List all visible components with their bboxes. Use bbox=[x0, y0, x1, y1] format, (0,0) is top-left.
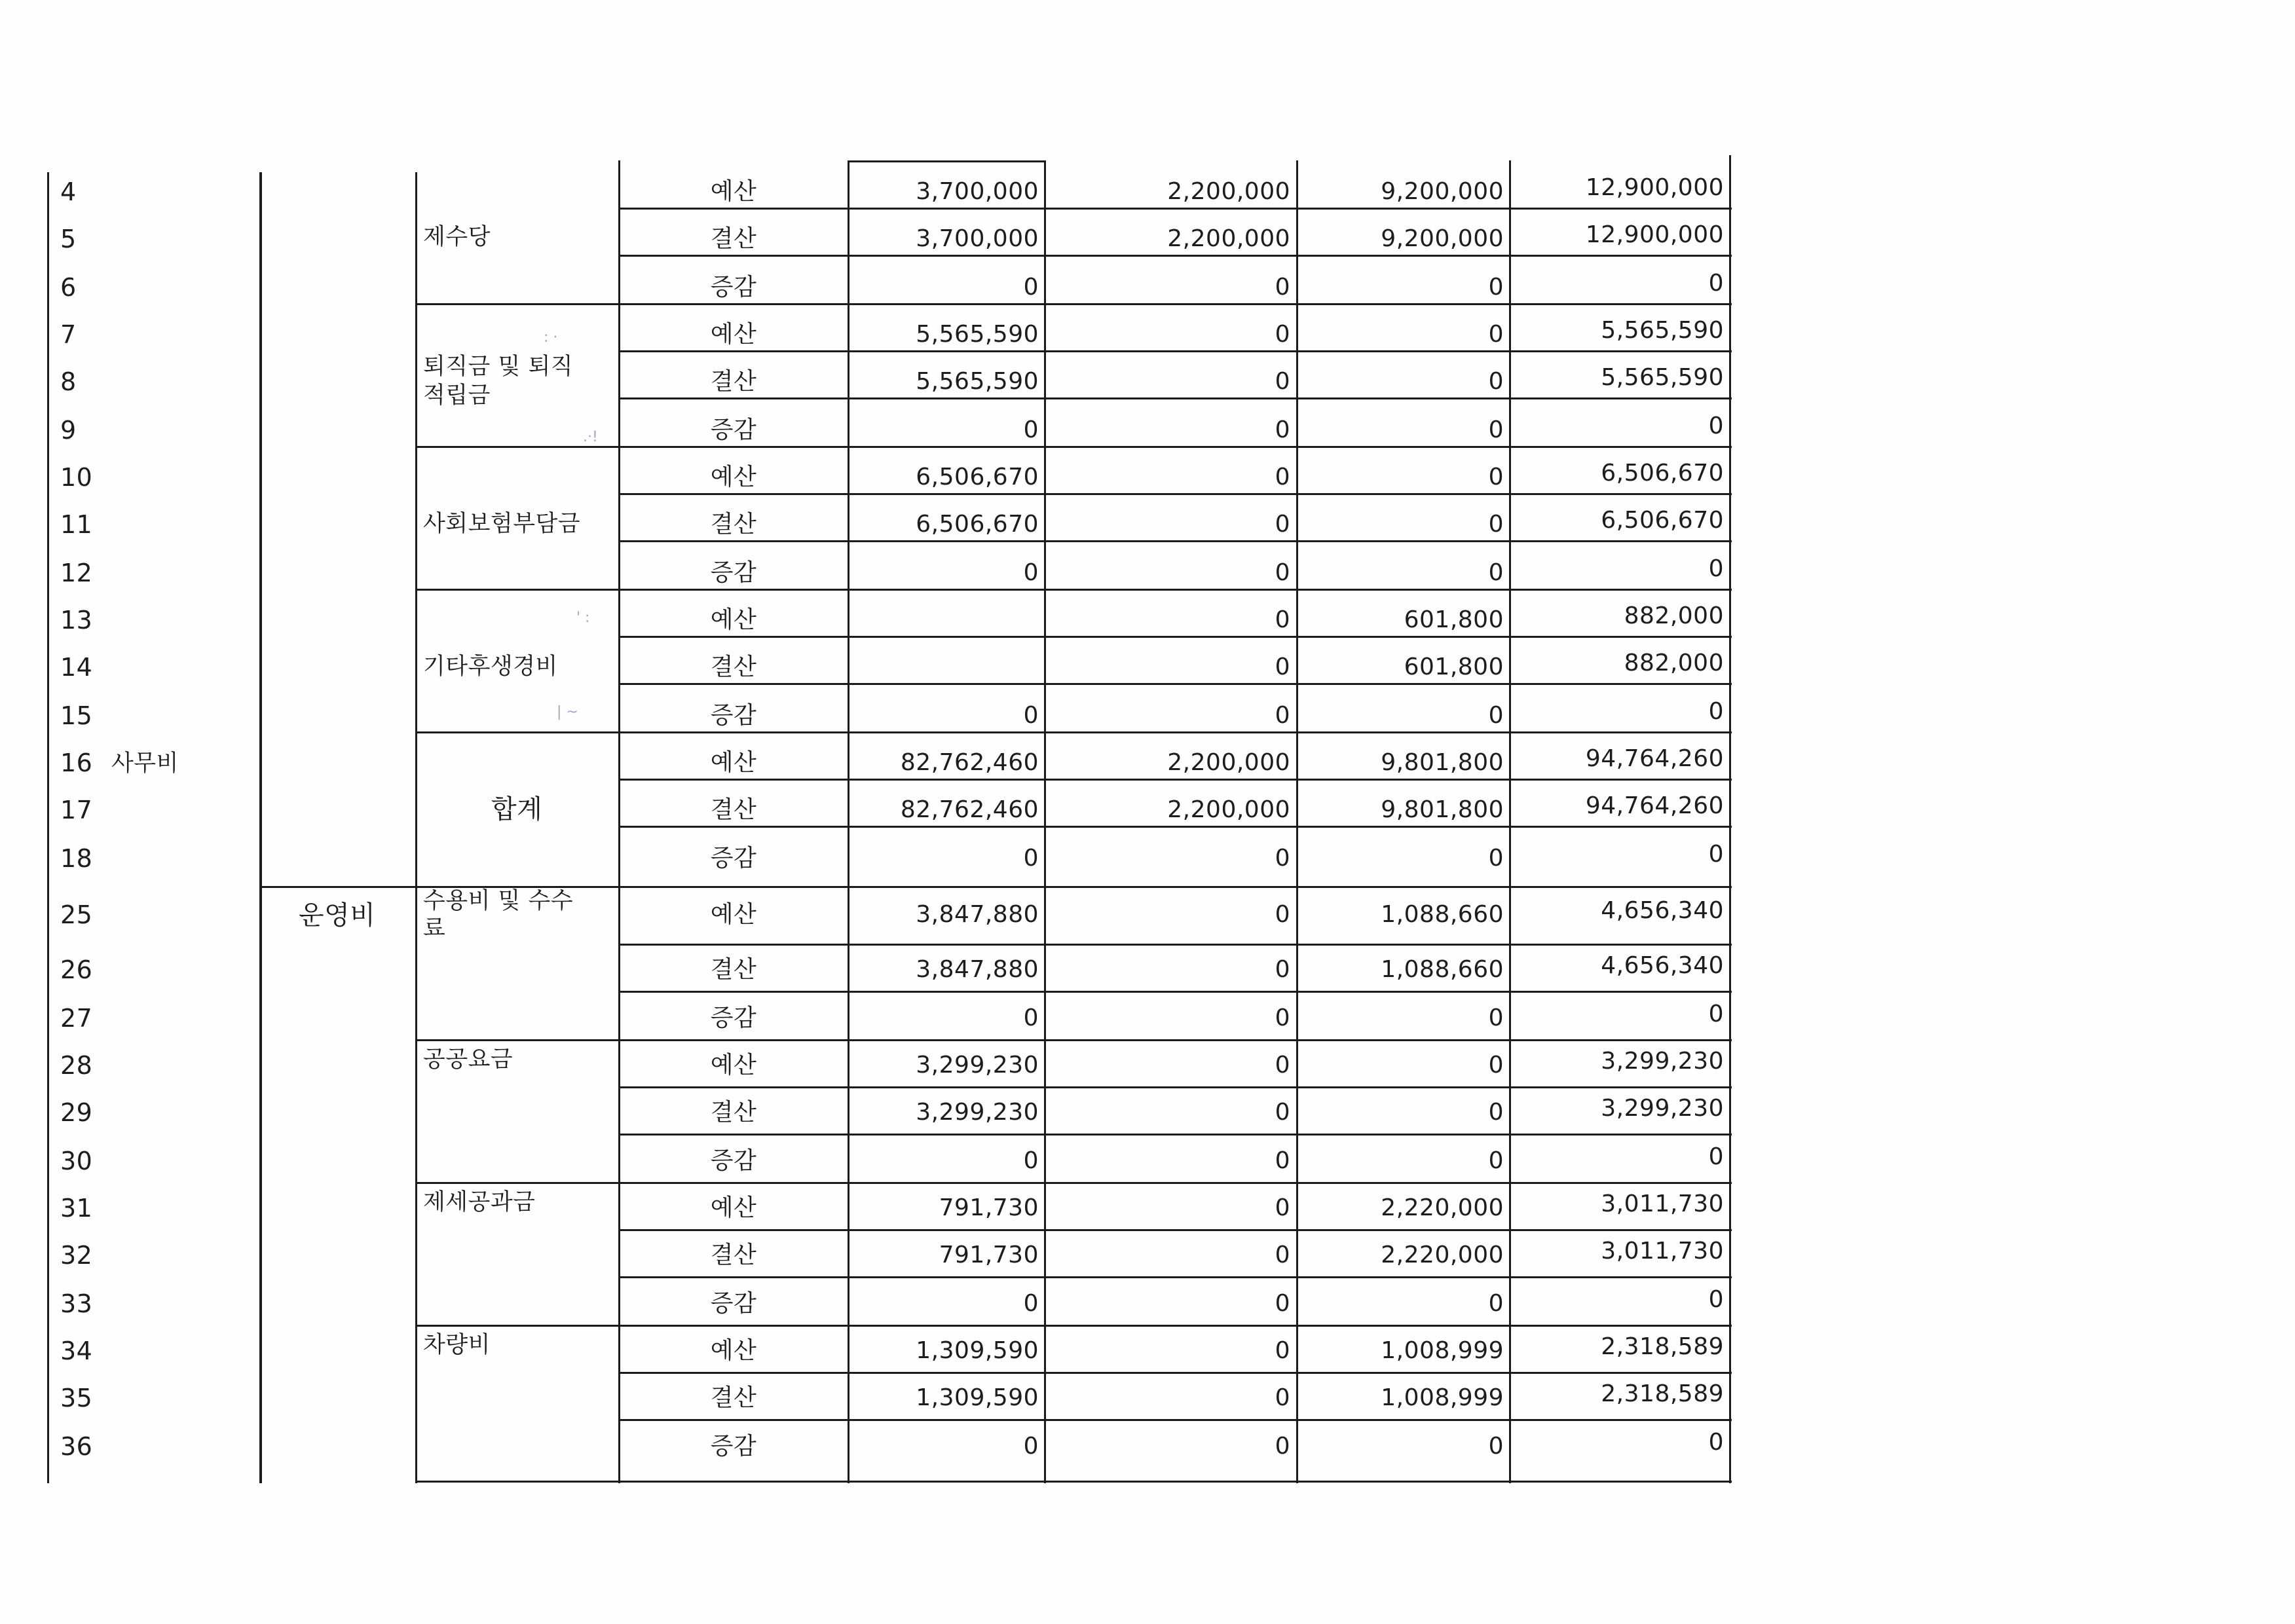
value-cell: 0 bbox=[1488, 511, 1504, 538]
row-number: 29 bbox=[60, 1098, 93, 1127]
row-type-label: 결산 bbox=[710, 368, 757, 395]
item-label: 제수당 bbox=[423, 224, 491, 250]
value-cell: 5,565,590 bbox=[916, 368, 1039, 395]
value-cell: 3,700,000 bbox=[916, 178, 1039, 205]
row-rule bbox=[618, 350, 1732, 352]
value-cell: 0 bbox=[1275, 654, 1290, 680]
row-type-label: 예산 bbox=[710, 901, 757, 928]
column-divider-subcategory bbox=[415, 886, 417, 1483]
value-cell: 3,011,730 bbox=[1601, 1238, 1724, 1264]
value-cell: 0 bbox=[1488, 1099, 1504, 1126]
row-type-label: 증감 bbox=[710, 1005, 757, 1031]
value-cell: 0 bbox=[1275, 1433, 1290, 1460]
value-cell: 12,900,000 bbox=[1585, 174, 1724, 201]
row-rule bbox=[618, 1372, 1732, 1374]
row-type-label: 예산 bbox=[710, 749, 757, 776]
value-cell: 5,565,590 bbox=[1601, 317, 1724, 344]
column-divider-col4 bbox=[1509, 160, 1511, 1483]
value-cell: 0 bbox=[1488, 1005, 1504, 1031]
value-cell: 2,200,000 bbox=[1167, 749, 1290, 776]
value-cell: 0 bbox=[1275, 1290, 1290, 1317]
value-cell: 0 bbox=[1275, 1194, 1290, 1221]
row-number: 10 bbox=[60, 463, 93, 492]
row-rule bbox=[415, 303, 1732, 305]
value-cell: 94,764,260 bbox=[1585, 745, 1724, 772]
value-cell: 0 bbox=[1488, 368, 1504, 395]
value-cell: 6,506,670 bbox=[916, 511, 1039, 538]
value-cell: 9,801,800 bbox=[1381, 749, 1504, 776]
value-cell: 601,800 bbox=[1404, 654, 1504, 680]
value-cell: 3,299,230 bbox=[1601, 1048, 1724, 1075]
value-cell: 0 bbox=[1708, 555, 1724, 582]
value-cell: 5,565,590 bbox=[1601, 364, 1724, 391]
value-cell: 0 bbox=[1023, 1433, 1039, 1460]
row-type-label: 예산 bbox=[710, 1052, 757, 1079]
value-cell: 0 bbox=[1708, 1286, 1724, 1313]
row-rule bbox=[618, 1134, 1732, 1135]
row-number: 34 bbox=[60, 1337, 93, 1365]
value-cell: 3,011,730 bbox=[1601, 1190, 1724, 1217]
scan-mark: ' : bbox=[576, 610, 590, 626]
row-type-label: 결산 bbox=[710, 654, 757, 680]
item-label: 사회보험부담금 bbox=[423, 511, 581, 537]
value-cell: 1,088,660 bbox=[1381, 956, 1504, 983]
row-number: 4 bbox=[60, 177, 77, 206]
value-cell: 3,847,880 bbox=[916, 901, 1039, 928]
column-divider-col1 bbox=[848, 160, 849, 1483]
row-rule bbox=[618, 779, 1732, 781]
value-cell: 0 bbox=[1023, 702, 1039, 729]
row-type-label: 증감 bbox=[710, 1147, 757, 1174]
item-label: 차량비 bbox=[423, 1332, 491, 1358]
value-cell: 0 bbox=[1275, 1242, 1290, 1268]
value-cell: 0 bbox=[1488, 321, 1504, 348]
value-cell: 1,008,999 bbox=[1381, 1384, 1504, 1411]
row-number: 11 bbox=[60, 510, 93, 539]
row-type-label: 결산 bbox=[710, 796, 757, 823]
row-type-label: 예산 bbox=[710, 606, 757, 633]
row-type-label: 결산 bbox=[710, 1242, 757, 1268]
value-cell: 0 bbox=[1023, 274, 1039, 301]
row-type-label: 예산 bbox=[710, 464, 757, 490]
row-type-label: 예산 bbox=[710, 321, 757, 348]
item-label-total: 합계 bbox=[491, 794, 543, 824]
value-cell: 0 bbox=[1275, 511, 1290, 538]
value-cell: 0 bbox=[1023, 1005, 1039, 1031]
row-type-label: 증감 bbox=[710, 845, 757, 872]
value-cell: 3,847,880 bbox=[916, 956, 1039, 983]
row-type-label: 결산 bbox=[710, 225, 757, 252]
row-number: 13 bbox=[60, 606, 93, 635]
row-number: 5 bbox=[60, 225, 77, 253]
item-label: 기타후생경비 bbox=[423, 654, 558, 680]
row-rule bbox=[618, 636, 1732, 638]
value-cell: 0 bbox=[1275, 559, 1290, 586]
row-type-label: 증감 bbox=[710, 416, 757, 443]
row-number: 33 bbox=[60, 1289, 93, 1318]
row-rule bbox=[618, 1229, 1732, 1231]
value-cell: 0 bbox=[1275, 1384, 1290, 1411]
value-cell: 0 bbox=[1488, 416, 1504, 443]
value-cell: 9,200,000 bbox=[1381, 225, 1504, 252]
row-type-label: 결산 bbox=[710, 1384, 757, 1411]
row-rule bbox=[618, 255, 1732, 257]
value-cell: 6,506,670 bbox=[916, 464, 1039, 490]
value-cell: 0 bbox=[1275, 901, 1290, 928]
scan-mark: .·! bbox=[583, 429, 598, 445]
value-cell: 0 bbox=[1275, 845, 1290, 872]
value-cell: 82,762,460 bbox=[900, 749, 1039, 776]
value-cell: 0 bbox=[1275, 1337, 1290, 1364]
value-cell: 2,318,589 bbox=[1601, 1333, 1724, 1360]
row-number: 12 bbox=[60, 559, 93, 587]
row-rule bbox=[618, 1276, 1732, 1278]
value-cell: 0 bbox=[1275, 702, 1290, 729]
category-label: 사무비 bbox=[111, 750, 179, 777]
row-rule bbox=[415, 1182, 1732, 1184]
row-type-label: 증감 bbox=[710, 274, 757, 301]
value-cell: 2,200,000 bbox=[1167, 225, 1290, 252]
row-rule bbox=[618, 991, 1732, 993]
value-cell: 791,730 bbox=[939, 1194, 1039, 1221]
value-cell: 2,220,000 bbox=[1381, 1242, 1504, 1268]
value-cell: 0 bbox=[1488, 1433, 1504, 1460]
value-cell: 0 bbox=[1708, 1143, 1724, 1170]
item-label: 제세공과금 bbox=[423, 1189, 536, 1215]
value-cell: 0 bbox=[1023, 416, 1039, 443]
value-cell: 9,801,800 bbox=[1381, 796, 1504, 823]
value-cell: 0 bbox=[1488, 702, 1504, 729]
value-cell: 0 bbox=[1275, 416, 1290, 443]
value-cell: 0 bbox=[1708, 1429, 1724, 1456]
value-cell: 0 bbox=[1275, 1147, 1290, 1174]
row-rule bbox=[415, 731, 1732, 733]
value-cell: 0 bbox=[1488, 559, 1504, 586]
row-rule bbox=[618, 1086, 1732, 1088]
row-type-label: 예산 bbox=[710, 1337, 757, 1364]
value-cell: 882,000 bbox=[1624, 602, 1724, 629]
value-cell: 0 bbox=[1275, 368, 1290, 395]
row-rule bbox=[618, 1419, 1732, 1421]
value-cell: 6,506,670 bbox=[1601, 507, 1724, 534]
value-cell: 0 bbox=[1023, 559, 1039, 586]
value-cell: 0 bbox=[1488, 464, 1504, 490]
column-divider-category bbox=[259, 172, 262, 1483]
value-cell: 3,299,230 bbox=[1601, 1095, 1724, 1122]
value-cell: 0 bbox=[1275, 321, 1290, 348]
value-cell: 791,730 bbox=[939, 1242, 1039, 1268]
value-cell: 601,800 bbox=[1404, 606, 1504, 633]
value-cell: 1,309,590 bbox=[916, 1337, 1039, 1364]
scan-mark: | ~ bbox=[557, 704, 578, 720]
value-cell: 2,220,000 bbox=[1381, 1194, 1504, 1221]
row-type-label: 결산 bbox=[710, 956, 757, 983]
value-cell: 82,762,460 bbox=[900, 796, 1039, 823]
value-cell: 0 bbox=[1275, 606, 1290, 633]
row-type-label: 증감 bbox=[710, 1433, 757, 1460]
row-type-label: 결산 bbox=[710, 1099, 757, 1126]
value-cell: 0 bbox=[1488, 1290, 1504, 1317]
value-cell: 0 bbox=[1275, 274, 1290, 301]
value-cell: 4,656,340 bbox=[1601, 897, 1724, 924]
value-cell: 0 bbox=[1488, 274, 1504, 301]
value-cell: 3,299,230 bbox=[916, 1099, 1039, 1126]
row-type-label: 예산 bbox=[710, 178, 757, 205]
item-label: 적립금 bbox=[423, 382, 491, 409]
row-rule bbox=[618, 683, 1732, 685]
row-number: 36 bbox=[60, 1432, 93, 1461]
budget-table bbox=[46, 160, 1736, 1483]
value-cell: 0 bbox=[1275, 464, 1290, 490]
value-cell: 0 bbox=[1275, 1005, 1290, 1031]
row-rule bbox=[618, 397, 1732, 399]
row-type-label: 결산 bbox=[710, 511, 757, 538]
value-cell: 6,506,670 bbox=[1601, 460, 1724, 487]
column-divider-item bbox=[415, 172, 417, 886]
row-rule bbox=[415, 589, 1732, 591]
row-rule bbox=[415, 1039, 1732, 1041]
value-cell: 0 bbox=[1023, 845, 1039, 872]
row-rule bbox=[415, 1325, 1732, 1327]
value-cell: 0 bbox=[1488, 845, 1504, 872]
item-label: 공공요금 bbox=[423, 1046, 513, 1073]
value-cell: 12,900,000 bbox=[1585, 221, 1724, 248]
row-rule bbox=[618, 540, 1732, 542]
row-type-label: 예산 bbox=[710, 1194, 757, 1221]
item-label: 퇴직금 및 퇴직 bbox=[423, 354, 574, 380]
value-cell: 2,318,589 bbox=[1601, 1380, 1724, 1407]
row-number: 30 bbox=[60, 1147, 93, 1175]
value-cell: 0 bbox=[1708, 270, 1724, 297]
row-rule bbox=[618, 944, 1732, 946]
row-number: 27 bbox=[60, 1004, 93, 1033]
value-cell: 0 bbox=[1275, 956, 1290, 983]
value-cell: 1,309,590 bbox=[916, 1384, 1039, 1411]
row-number: 35 bbox=[60, 1384, 93, 1412]
row-number: 18 bbox=[60, 844, 93, 873]
row-number: 6 bbox=[60, 273, 77, 302]
value-cell: 3,700,000 bbox=[916, 225, 1039, 252]
row-rule bbox=[415, 446, 1732, 448]
row-number: 17 bbox=[60, 796, 93, 824]
row-number: 32 bbox=[60, 1241, 93, 1270]
row-rule bbox=[618, 208, 1732, 210]
row-number: 15 bbox=[60, 701, 93, 730]
row-number: 25 bbox=[60, 900, 93, 929]
value-cell: 0 bbox=[1275, 1052, 1290, 1079]
column-divider-col3 bbox=[1296, 160, 1298, 1483]
item-label: 료 bbox=[423, 915, 446, 942]
subcategory-label: 운영비 bbox=[299, 900, 376, 931]
scan-mark: : · bbox=[544, 329, 558, 346]
row-type-label: 증감 bbox=[710, 559, 757, 586]
value-cell: 0 bbox=[1708, 1001, 1724, 1027]
row-number: 8 bbox=[60, 367, 77, 396]
value-cell: 2,200,000 bbox=[1167, 796, 1290, 823]
value-cell: 2,200,000 bbox=[1167, 178, 1290, 205]
value-cell: 0 bbox=[1488, 1147, 1504, 1174]
left-border bbox=[47, 172, 49, 1483]
row-number: 7 bbox=[60, 320, 77, 349]
row-type-label: 증감 bbox=[710, 702, 757, 729]
right-border bbox=[1729, 155, 1731, 1483]
value-cell: 1,008,999 bbox=[1381, 1337, 1504, 1364]
value-cell: 5,565,590 bbox=[916, 321, 1039, 348]
value-cell: 0 bbox=[1708, 841, 1724, 868]
row-rule bbox=[618, 493, 1732, 495]
value-cell: 1,088,660 bbox=[1381, 901, 1504, 928]
value-cell: 0 bbox=[1023, 1147, 1039, 1174]
value-cell: 0 bbox=[1023, 1290, 1039, 1317]
row-number: 9 bbox=[60, 416, 77, 445]
value-cell: 3,299,230 bbox=[916, 1052, 1039, 1079]
top-border bbox=[848, 160, 1044, 162]
column-divider-type bbox=[618, 160, 620, 1483]
row-number: 14 bbox=[60, 653, 93, 682]
value-cell: 0 bbox=[1708, 698, 1724, 725]
row-number: 28 bbox=[60, 1051, 93, 1080]
row-number: 26 bbox=[60, 955, 93, 984]
value-cell: 94,764,260 bbox=[1585, 792, 1724, 819]
value-cell: 9,200,000 bbox=[1381, 178, 1504, 205]
value-cell: 0 bbox=[1488, 1052, 1504, 1079]
value-cell: 4,656,340 bbox=[1601, 952, 1724, 979]
value-cell: 882,000 bbox=[1624, 650, 1724, 676]
row-rule bbox=[618, 826, 1732, 828]
column-divider-col2 bbox=[1044, 160, 1046, 1483]
item-label: 수용비 및 수수 bbox=[423, 888, 574, 914]
row-number: 31 bbox=[60, 1194, 93, 1223]
row-type-label: 증감 bbox=[710, 1290, 757, 1317]
value-cell: 0 bbox=[1708, 413, 1724, 439]
value-cell: 0 bbox=[1275, 1099, 1290, 1126]
row-number: 16 bbox=[60, 748, 93, 777]
bottom-border bbox=[415, 1481, 1732, 1483]
